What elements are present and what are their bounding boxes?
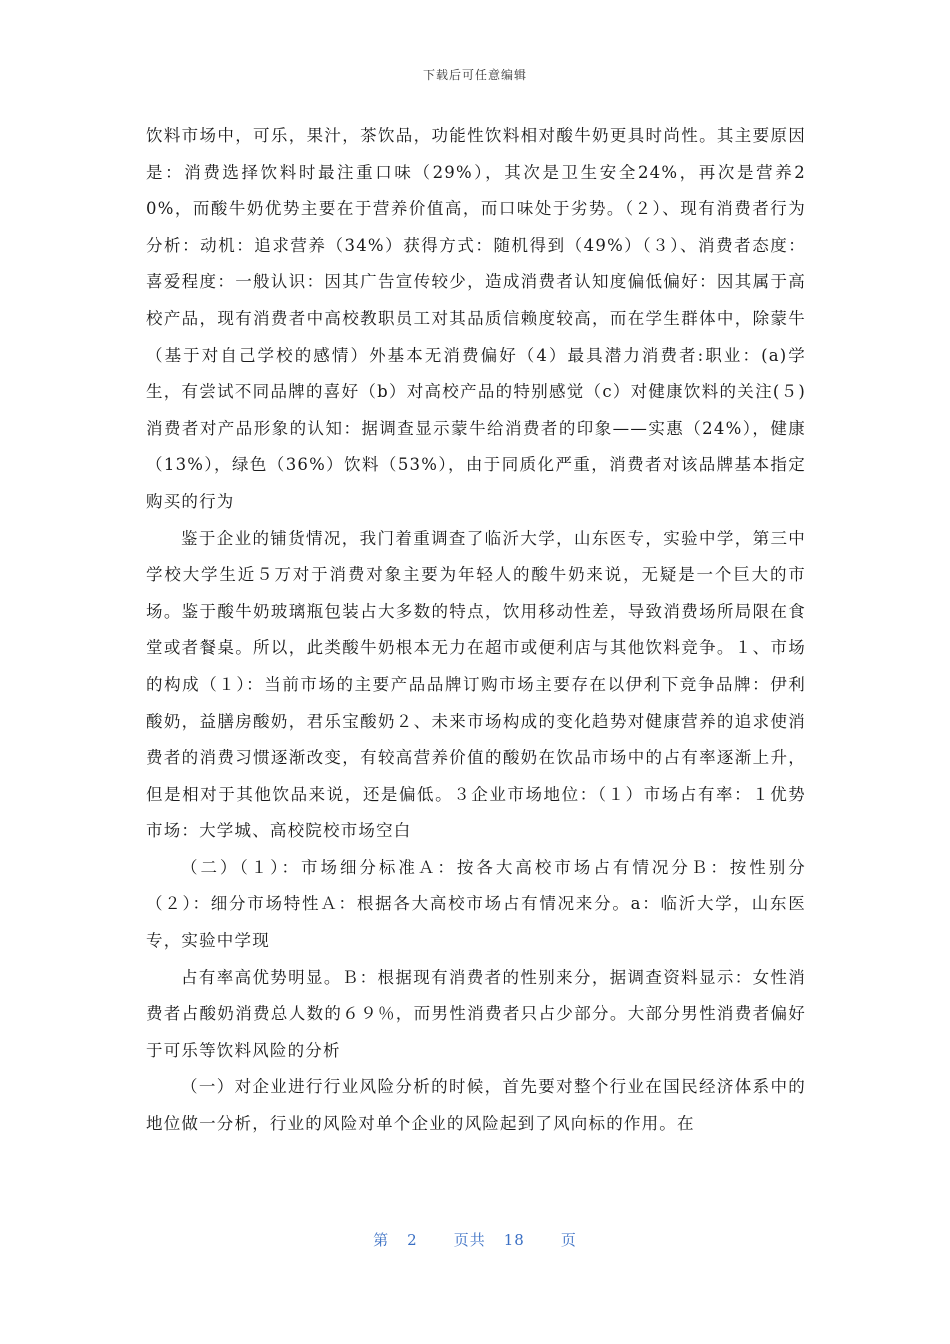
- page-header-note: 下载后可任意编辑: [422, 68, 527, 82]
- footer-prefix: 第: [373, 1231, 390, 1249]
- paragraph-market-segmentation: （二）（１）：市场细分标准Ａ：按各大高校市场占有情况分Ｂ：按性别分（２）：细分市场特性Ａ：根据各大高校市场占有情况来分。a：临沂大学，山东医专，实验中学现: [146, 857, 806, 951]
- paragraph-gender-share: 占有率高优势明显。Ｂ：根据现有消费者的性别来分，据调查资料显示：女性消费者占酸奶消费总人数的６９％，而男性消费者只占少部分。大部分男性消费者偏好于可乐等饮料风险的分析: [146, 967, 806, 1060]
- page-footer: [0, 1229, 950, 1250]
- paragraph-industry-risk: （一）对企业进行行业风险分析的时候，首先要对整个行业在国民经济体系中的地位做一分析，行业的风险对单个企业的风险起到了风向标的作用。在: [146, 1077, 806, 1134]
- document-body: [146, 118, 806, 1143]
- footer-suffix: 页: [560, 1231, 577, 1249]
- footer-current-page: 2: [407, 1231, 418, 1249]
- paragraph-consumer-analysis: 饮料市场中，可乐，果汁，茶饮品，功能性饮料相对酸牛奶更具时尚性。其主要原因是：消费选择饮料时最注重口味（29%），其次是卫生安全24%，再次是营养20%，而酸牛奶优势主要在于营养价值高，而口味处于劣势。（２）、现有消费者行为分析：动机：追求营养（34%）获得方式：随机得到（49%）（３）、消费者态度：喜爱程度：一般认识：因其广告宣传较少，造成消费者认知度偏低偏好：因其属于高校产品，现有消费者中高校教职员工对其品质信赖度较高，而在学生群体中，除蒙牛（基于对自己学校的感情）外基本无消费偏好（4）最具潜力消费者:职业：(a)学生，有尝试不同品牌的喜好（b）对高校产品的特别感觉（c）对健康饮料的关注(５)消费者对产品形象的认知：据调查显示蒙牛给消费者的印象——实惠（24%），健康（13%），绿色（36%）饮料（53%），由于同质化严重，消费者对该品牌基本指定购买的行为: [146, 126, 806, 511]
- footer-middle: 页共: [453, 1231, 486, 1249]
- footer-total-pages: 18: [503, 1231, 525, 1249]
- paragraph-market-survey: 鉴于企业的铺货情况，我门着重调查了临沂大学，山东医专，实验中学，第三中学校大学生近５万对于消费对象主要为年轻人的酸牛奶来说，无疑是一个巨大的市场。鉴于酸牛奶玻璃瓶包装占大多数的特点，饮用移动性差，导致消费场所局限在食堂或者餐桌。所以，此类酸牛奶根本无力在超市或便利店与其他饮料竞争。１、市场的构成（１）：当前市场的主要产品品牌订购市场主要存在以伊利下竞争品牌：伊利酸奶，益膳房酸奶，君乐宝酸奶２、未来市场构成的变化趋势对健康营养的追求使消费者的消费习惯逐渐改变，有较高营养价值的酸奶在饮品市场中的占有率逐渐上升，但是相对于其他饮品来说，还是偏低。３企业市场地位：（１）市场占有率：１优势市场：大学城、高校院校市场空白: [146, 528, 806, 841]
